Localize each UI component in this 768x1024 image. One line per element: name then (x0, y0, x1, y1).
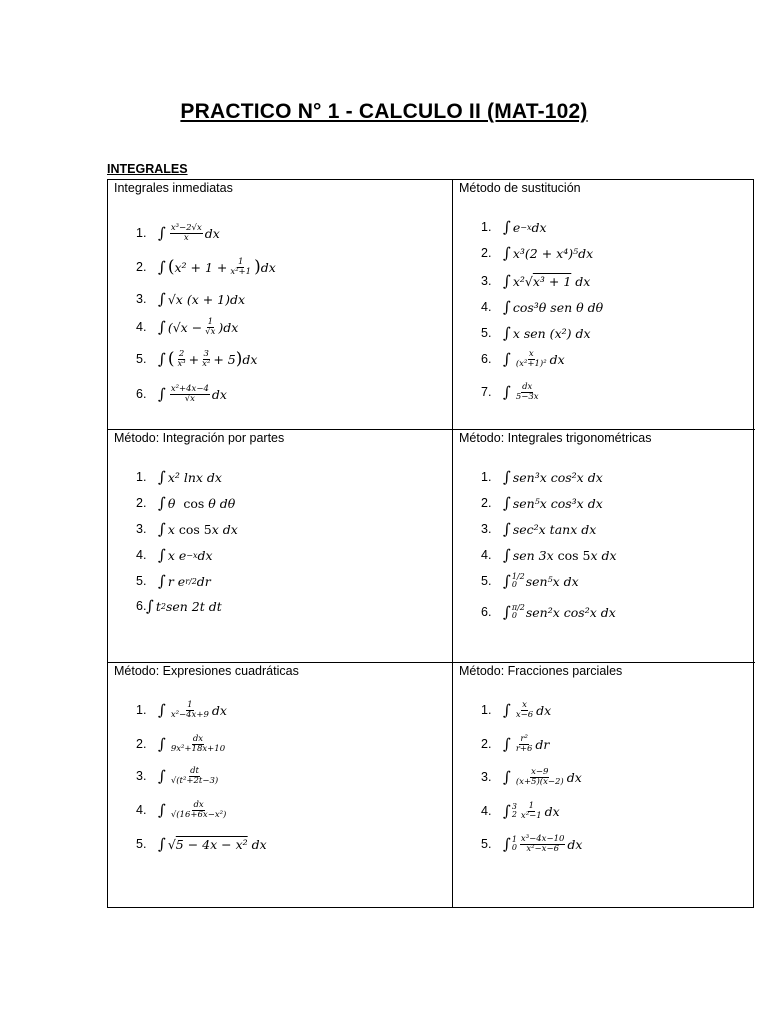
item-number: 6. (136, 599, 147, 613)
math-expression: ∫ $\frac{dt}{\text{√(t²+2t−3)}}$ (158, 766, 219, 786)
item-number: 4. (481, 548, 492, 562)
list-item (136, 546, 213, 564)
cell-fracciones-parciales (453, 663, 755, 907)
list-item (136, 318, 238, 337)
math-expression: ∫ $\frac{\text{x²+4x−4}}{√x}$ dx (158, 384, 227, 404)
item-number: 7. (481, 385, 492, 400)
math-expression: ∫ sen³x cos²x dx (503, 468, 603, 486)
list-item (481, 298, 603, 316)
math-expression: ∫ $\frac{x}{x-6}$ dx (503, 700, 552, 720)
list-item (136, 257, 276, 277)
list-item (481, 701, 551, 720)
math-expression: ∫ ( $\frac{2}{\text{x³}}$ + $\frac{3}{\text{x²}}$ + 5 ) dx (158, 348, 258, 369)
item-number: 6. (481, 605, 492, 619)
list-item (481, 494, 603, 512)
list-item (481, 468, 603, 486)
math-expression: ∫ r e r/2 dr (158, 572, 211, 590)
item-number: 5. (481, 837, 492, 852)
math-expression: ∫ $\frac{dx}{\text{√(16+6x−x²)}}$ (158, 800, 227, 820)
math-expression: ∫ (√x − $\frac{1}{√x}$ )dx (158, 317, 239, 337)
list-item (481, 520, 596, 538)
item-number: 5. (136, 574, 147, 588)
item-number: 1. (481, 470, 492, 484)
list-item (136, 224, 220, 243)
list-item (481, 768, 582, 787)
cell-integrales-trigonometricas (453, 430, 755, 663)
math-expression: ∫ ( x² + 1 + $\frac{1}{\text{x²+1}}$ ) dx (158, 256, 276, 277)
item-number: 4. (136, 320, 147, 335)
section-label: INTEGRALES (107, 162, 188, 176)
item-number: 1. (481, 220, 492, 234)
list-item (481, 244, 593, 262)
math-expression: ∫ $\frac{x}{\text{(x²+1)²}}$ dx (503, 349, 565, 369)
item-number: 3. (481, 274, 492, 288)
item-number: 2. (136, 260, 147, 274)
cell-title: Método: Integración por partes (114, 431, 285, 445)
item-number: 6. (136, 387, 147, 402)
item-number: 5. (136, 837, 147, 851)
math-expression: ∫ x³(2 + x⁴)⁵dx (503, 244, 594, 262)
item-number: 3. (481, 770, 492, 785)
item-number: 3. (481, 522, 492, 536)
math-expression: ∫ $\frac{x-9}{(x+5)(x-2)}$ dx (503, 767, 582, 787)
math-expression: ∫ $\frac{\text{r²}}{r+6}$ dr (503, 734, 550, 754)
item-number: 2. (481, 496, 492, 510)
math-expression: ∫ e −x dx (503, 218, 547, 236)
math-expression: ∫ π/2 0 sen²x cos²x dx (503, 603, 616, 621)
math-expression: ∫ sen⁵x cos³x dx (503, 494, 603, 512)
list-item (136, 801, 229, 820)
math-expression: ∫ x²√ x³ + 1 dx (503, 272, 591, 290)
list-item (481, 272, 590, 290)
cell-integracion-por-partes (108, 430, 453, 663)
math-expression: ∫ $\frac{\text{x³−2√x}}{x}$ dx (158, 223, 220, 243)
math-expression: ∫ x e −x dx (158, 546, 213, 564)
list-item (136, 520, 238, 538)
item-number: 5. (481, 574, 492, 588)
math-expression: ∫ x sen (x²) dx (503, 324, 591, 342)
item-number: 2. (136, 737, 147, 752)
cell-expresiones-cuadraticas (108, 663, 453, 907)
math-expression: ∫ sen 3x cos 5 x dx (503, 546, 617, 564)
list-item (136, 735, 228, 754)
item-number: 2. (481, 246, 492, 260)
list-item (481, 546, 617, 564)
item-number: 1. (136, 226, 147, 241)
list-item (481, 735, 549, 754)
math-expression: ∫ $\frac{dx}{\text{9x²+18x+10}}$ (158, 734, 226, 754)
list-item (481, 324, 591, 342)
cell-title: Método de sustitución (459, 181, 581, 195)
item-number: 4. (136, 548, 147, 562)
exercise-table (107, 179, 754, 908)
math-expression: ∫ x² lnx dx (158, 468, 222, 486)
list-item (136, 835, 267, 853)
math-expression: ∫ $\frac{dx}{5-3x}$ (503, 382, 539, 402)
math-expression: ∫ √ 5 − 4x − x² dx (158, 835, 267, 853)
item-number: 3. (136, 522, 147, 536)
item-number: 3. (136, 769, 147, 784)
list-item (481, 572, 579, 590)
item-number: 3. (136, 292, 147, 306)
math-expression: ∫ θ cos θ dθ (158, 494, 236, 512)
list-item (136, 572, 211, 590)
cell-metodo-sustitucion (453, 180, 755, 430)
list-item (481, 603, 616, 621)
list-item (481, 835, 582, 854)
math-expression: ∫ √x (x + 1)dx (158, 290, 246, 308)
list-item (481, 802, 560, 821)
item-number: 5. (481, 326, 492, 340)
item-number: 5. (136, 352, 147, 366)
list-item (136, 494, 235, 512)
item-number: 4. (481, 804, 492, 819)
math-expression: ∫ t 2 sen 2t dt (146, 597, 222, 615)
item-number: 1. (136, 470, 147, 484)
math-expression: ∫ cos³θ sen θ dθ (503, 298, 604, 316)
math-expression: ∫ x cos 5 x dx (158, 520, 238, 538)
math-expression: ∫ 1 0 $\frac{\text{x³−4x−10}}{\text{x²−x−6}}$ dx (503, 834, 583, 854)
list-item (136, 349, 257, 369)
item-number: 2. (481, 737, 492, 752)
cell-integrales-inmediatas (108, 180, 453, 430)
list-item (136, 385, 227, 404)
math-expression: ∫ $\frac{1}{\text{x²−4x+9}}$ dx (158, 700, 227, 720)
item-number: 4. (136, 803, 147, 818)
math-expression: ∫ 3 2 $\frac{1}{\text{x²−1}}$ dx (503, 801, 560, 821)
cell-title: Método: Integrales trigonométricas (459, 431, 652, 445)
item-number: 6. (481, 352, 492, 367)
item-number: 1. (136, 703, 147, 718)
list-item (136, 597, 222, 615)
item-number: 2. (136, 496, 147, 510)
list-item (481, 383, 542, 402)
list-item (136, 767, 221, 786)
page-title: PRACTICO N° 1 - CALCULO II (MAT-102) (180, 100, 588, 123)
cell-title: Integrales inmediatas (114, 181, 233, 195)
cell-title: Método: Fracciones parciales (459, 664, 623, 678)
item-number: 4. (481, 300, 492, 314)
list-item (136, 290, 245, 308)
list-item (136, 701, 227, 720)
list-item (136, 468, 222, 486)
math-expression: ∫ sec²x tanx dx (503, 520, 597, 538)
list-item (481, 350, 565, 369)
cell-title: Método: Expresiones cuadráticas (114, 664, 299, 678)
math-expression: ∫ 1/2 0 sen⁵x dx (503, 572, 579, 590)
list-item (481, 218, 547, 236)
item-number: 1. (481, 703, 492, 718)
